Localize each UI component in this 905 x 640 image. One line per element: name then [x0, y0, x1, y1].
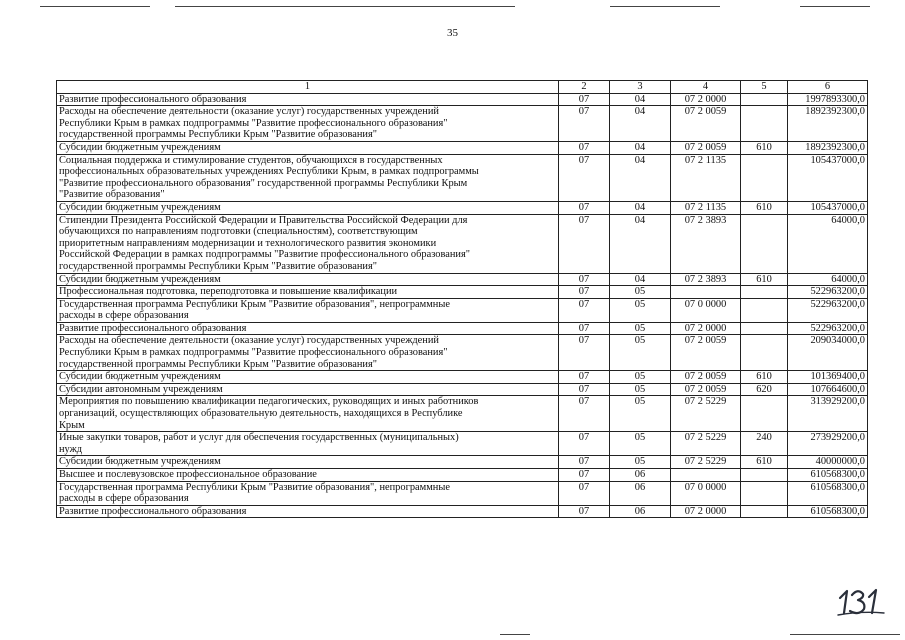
subsection-code-cell: 04 — [610, 106, 671, 142]
amount-cell: 610568300,0 — [788, 469, 868, 482]
amount-cell: 105437000,0 — [788, 154, 868, 201]
section-code-cell: 07 — [559, 335, 610, 371]
subsection-code-cell: 05 — [610, 322, 671, 335]
expense-type-cell — [741, 106, 788, 142]
amount-cell: 610568300,0 — [788, 505, 868, 518]
amount-cell: 273929200,0 — [788, 432, 868, 456]
expense-type-cell: 620 — [741, 383, 788, 396]
expense-type-cell — [741, 396, 788, 432]
table-row — [57, 481, 868, 505]
target-article-cell — [671, 286, 741, 299]
column-header: 3 — [610, 81, 671, 94]
column-header: 5 — [741, 81, 788, 94]
column-header: 1 — [57, 81, 559, 94]
section-code-cell: 07 — [559, 298, 610, 322]
amount-cell: 610568300,0 — [788, 481, 868, 505]
row-name-cell: Расходы на обеспечение деятельности (оказание услуг) государственных учреждений Республики Крым в рамках подпрограммы "Развитие профессионального образования" государственной программы Республики Крым "Развитие образования" — [57, 335, 559, 371]
budget-table — [56, 80, 868, 518]
table-row — [57, 456, 868, 469]
table-row — [57, 93, 868, 106]
column-header: 4 — [671, 81, 741, 94]
expense-type-cell — [741, 505, 788, 518]
amount-cell: 1892392300,0 — [788, 141, 868, 154]
row-name-cell: Субсидии бюджетным учреждениям — [57, 201, 559, 214]
section-code-cell: 07 — [559, 383, 610, 396]
section-code-cell: 07 — [559, 141, 610, 154]
scan-artifact-line — [790, 634, 900, 635]
expense-type-cell — [741, 298, 788, 322]
table-row — [57, 432, 868, 456]
table-row — [57, 335, 868, 371]
row-name-cell: Развитие профессионального образования — [57, 505, 559, 518]
row-name-cell: Высшее и послевузовское профессиональное образование — [57, 469, 559, 482]
section-code-cell: 07 — [559, 505, 610, 518]
amount-cell: 1892392300,0 — [788, 106, 868, 142]
section-code-cell: 07 — [559, 396, 610, 432]
target-article-cell: 07 2 0059 — [671, 141, 741, 154]
target-article-cell: 07 2 1135 — [671, 154, 741, 201]
amount-cell: 522963200,0 — [788, 298, 868, 322]
expense-type-cell: 240 — [741, 432, 788, 456]
target-article-cell: 07 2 5229 — [671, 396, 741, 432]
target-article-cell: 07 2 5229 — [671, 432, 741, 456]
row-name-cell: Профессиональная подготовка, переподготовка и повышение квалификации — [57, 286, 559, 299]
table-row — [57, 383, 868, 396]
subsection-code-cell: 04 — [610, 93, 671, 106]
amount-cell: 209034000,0 — [788, 335, 868, 371]
target-article-cell: 07 0 0000 — [671, 481, 741, 505]
expense-type-cell — [741, 93, 788, 106]
target-article-cell: 07 2 0000 — [671, 322, 741, 335]
subsection-code-cell: 04 — [610, 214, 671, 273]
row-name-cell: Субсидии бюджетным учреждениям — [57, 456, 559, 469]
row-name-cell: Иные закупки товаров, работ и услуг для обеспечения государственных (муниципальных) нужд — [57, 432, 559, 456]
section-code-cell: 07 — [559, 371, 610, 384]
expense-type-cell — [741, 481, 788, 505]
expense-type-cell — [741, 335, 788, 371]
subsection-code-cell: 06 — [610, 469, 671, 482]
section-code-cell: 07 — [559, 456, 610, 469]
subsection-code-cell: 05 — [610, 383, 671, 396]
table-row — [57, 273, 868, 286]
row-name-cell: Субсидии бюджетным учреждениям — [57, 141, 559, 154]
amount-cell: 40000000,0 — [788, 456, 868, 469]
table-row — [57, 469, 868, 482]
target-article-cell: 07 2 1135 — [671, 201, 741, 214]
table-row — [57, 298, 868, 322]
subsection-code-cell: 05 — [610, 298, 671, 322]
subsection-code-cell: 05 — [610, 286, 671, 299]
table-row — [57, 106, 868, 142]
amount-cell: 522963200,0 — [788, 322, 868, 335]
section-code-cell: 07 — [559, 322, 610, 335]
target-article-cell: 07 2 0059 — [671, 106, 741, 142]
target-article-cell: 07 2 3893 — [671, 214, 741, 273]
row-name-cell: Субсидии бюджетным учреждениям — [57, 371, 559, 384]
amount-cell: 107664600,0 — [788, 383, 868, 396]
section-code-cell: 07 — [559, 106, 610, 142]
target-article-cell: 07 2 0000 — [671, 505, 741, 518]
expense-type-cell — [741, 214, 788, 273]
row-name-cell: Стипендии Президента Российской Федерации и Правительства Российской Федерации для обучающихся по направлениям подготовки (специальностям), соответствующим приоритетным направлениям модернизации и технологического развития экономики Российской Федерации в рамках подпрограммы "Развитие профессионального образования" государственной программы Республики Крым "Развитие образования" — [57, 214, 559, 273]
target-article-cell — [671, 469, 741, 482]
amount-cell: 313929200,0 — [788, 396, 868, 432]
expense-type-cell — [741, 322, 788, 335]
subsection-code-cell: 05 — [610, 432, 671, 456]
expense-type-cell: 610 — [741, 201, 788, 214]
target-article-cell: 07 0 0000 — [671, 298, 741, 322]
table-row — [57, 286, 868, 299]
table-row — [57, 214, 868, 273]
row-name-cell: Социальная поддержка и стимулирование студентов, обучающихся в государственных профессиональных образовательных учреждениях Республики Крым, в рамках подпрограммы "Развитие профессионального образования" государственной программы Республики Крым "Развитие образования" — [57, 154, 559, 201]
row-name-cell: Субсидии бюджетным учреждениям — [57, 273, 559, 286]
expense-type-cell: 610 — [741, 456, 788, 469]
row-name-cell: Развитие профессионального образования — [57, 93, 559, 106]
table-header-row — [57, 81, 868, 94]
table-row — [57, 505, 868, 518]
expense-type-cell — [741, 286, 788, 299]
subsection-code-cell: 06 — [610, 481, 671, 505]
section-code-cell: 07 — [559, 481, 610, 505]
subsection-code-cell: 04 — [610, 201, 671, 214]
table-row — [57, 396, 868, 432]
expense-type-cell: 610 — [741, 141, 788, 154]
amount-cell: 101369400,0 — [788, 371, 868, 384]
target-article-cell: 07 2 0059 — [671, 371, 741, 384]
expense-type-cell: 610 — [741, 371, 788, 384]
table-row — [57, 154, 868, 201]
subsection-code-cell: 04 — [610, 141, 671, 154]
subsection-code-cell: 05 — [610, 456, 671, 469]
section-code-cell: 07 — [559, 93, 610, 106]
section-code-cell: 07 — [559, 273, 610, 286]
subsection-code-cell: 06 — [610, 505, 671, 518]
scan-artifact-line — [610, 6, 720, 7]
expense-type-cell — [741, 154, 788, 201]
table-row — [57, 201, 868, 214]
scan-artifact-line — [800, 6, 870, 7]
table-row — [57, 371, 868, 384]
column-header: 6 — [788, 81, 868, 94]
target-article-cell: 07 2 5229 — [671, 456, 741, 469]
expense-type-cell — [741, 469, 788, 482]
scan-artifact-line — [175, 6, 515, 7]
row-name-cell: Развитие профессионального образования — [57, 322, 559, 335]
target-article-cell: 07 2 3893 — [671, 273, 741, 286]
subsection-code-cell: 04 — [610, 273, 671, 286]
table-row — [57, 141, 868, 154]
table-row — [57, 322, 868, 335]
handwritten-page-number — [836, 586, 886, 616]
subsection-code-cell: 05 — [610, 371, 671, 384]
subsection-code-cell: 05 — [610, 396, 671, 432]
target-article-cell: 07 2 0059 — [671, 383, 741, 396]
row-name-cell: Мероприятия по повышению квалификации педагогических, руководящих и иных работников организаций, осуществляющих образовательную деятельность, находящихся в Республике Крым — [57, 396, 559, 432]
row-name-cell: Субсидии автономным учреждениям — [57, 383, 559, 396]
amount-cell: 64000,0 — [788, 273, 868, 286]
amount-cell: 64000,0 — [788, 214, 868, 273]
page-number: 35 — [447, 27, 458, 39]
section-code-cell: 07 — [559, 469, 610, 482]
subsection-code-cell: 04 — [610, 154, 671, 201]
section-code-cell: 07 — [559, 286, 610, 299]
expense-type-cell: 610 — [741, 273, 788, 286]
target-article-cell: 07 2 0059 — [671, 335, 741, 371]
scan-artifact-line — [500, 634, 530, 635]
section-code-cell: 07 — [559, 154, 610, 201]
section-code-cell: 07 — [559, 201, 610, 214]
amount-cell: 1997893300,0 — [788, 93, 868, 106]
column-header: 2 — [559, 81, 610, 94]
row-name-cell: Расходы на обеспечение деятельности (оказание услуг) государственных учреждений Республики Крым в рамках подпрограммы "Развитие профессионального образования" государственной программы Республики Крым "Развитие образования" — [57, 106, 559, 142]
row-name-cell: Государственная программа Республики Крым "Развитие образования", непрограммные расходы в сфере образования — [57, 481, 559, 505]
row-name-cell: Государственная программа Республики Крым "Развитие образования", непрограммные расходы в сфере образования — [57, 298, 559, 322]
amount-cell: 522963200,0 — [788, 286, 868, 299]
amount-cell: 105437000,0 — [788, 201, 868, 214]
subsection-code-cell: 05 — [610, 335, 671, 371]
section-code-cell: 07 — [559, 214, 610, 273]
scan-artifact-line — [40, 6, 150, 7]
section-code-cell: 07 — [559, 432, 610, 456]
target-article-cell: 07 2 0000 — [671, 93, 741, 106]
